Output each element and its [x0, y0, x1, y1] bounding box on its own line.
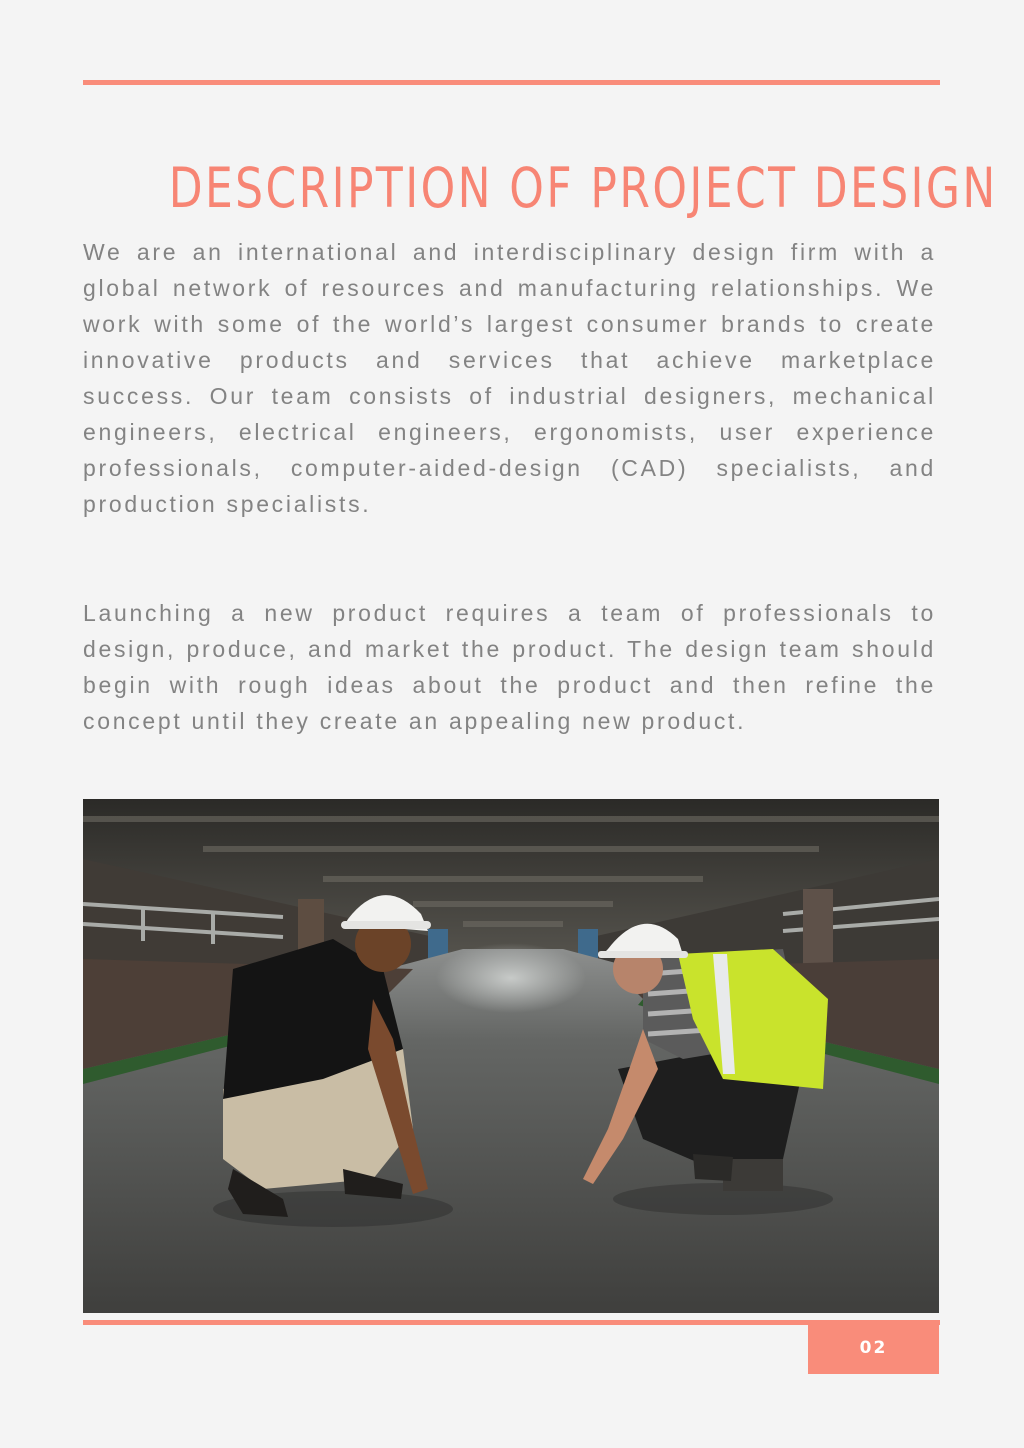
page-number-badge: 02 [808, 1323, 939, 1374]
body-paragraph-1: We are an international and interdisciplinary design firm with a global network of resources and manufacturing relationships. We work with some of the world’s largest consumer brands to create innovative products and services that achieve marketplace success. Our team consists of industrial designers, mechanical engineers, electrical engineers, ergonomists, user experience professionals, computer-aided-design (CAD) specialists, and production specialists. [83, 239, 936, 517]
photo-engineers-in-parking-garage [83, 799, 939, 1313]
top-accent-rule [83, 80, 940, 85]
body-paragraph-2: Launching a new product requires a team of professionals to design, produce, and market the product. The design team should begin with rough ideas about the product and then refine the concept until they create an appealing new product. [83, 600, 936, 734]
page-title: DESCRIPTION OF PROJECT DESIGN [168, 156, 998, 220]
